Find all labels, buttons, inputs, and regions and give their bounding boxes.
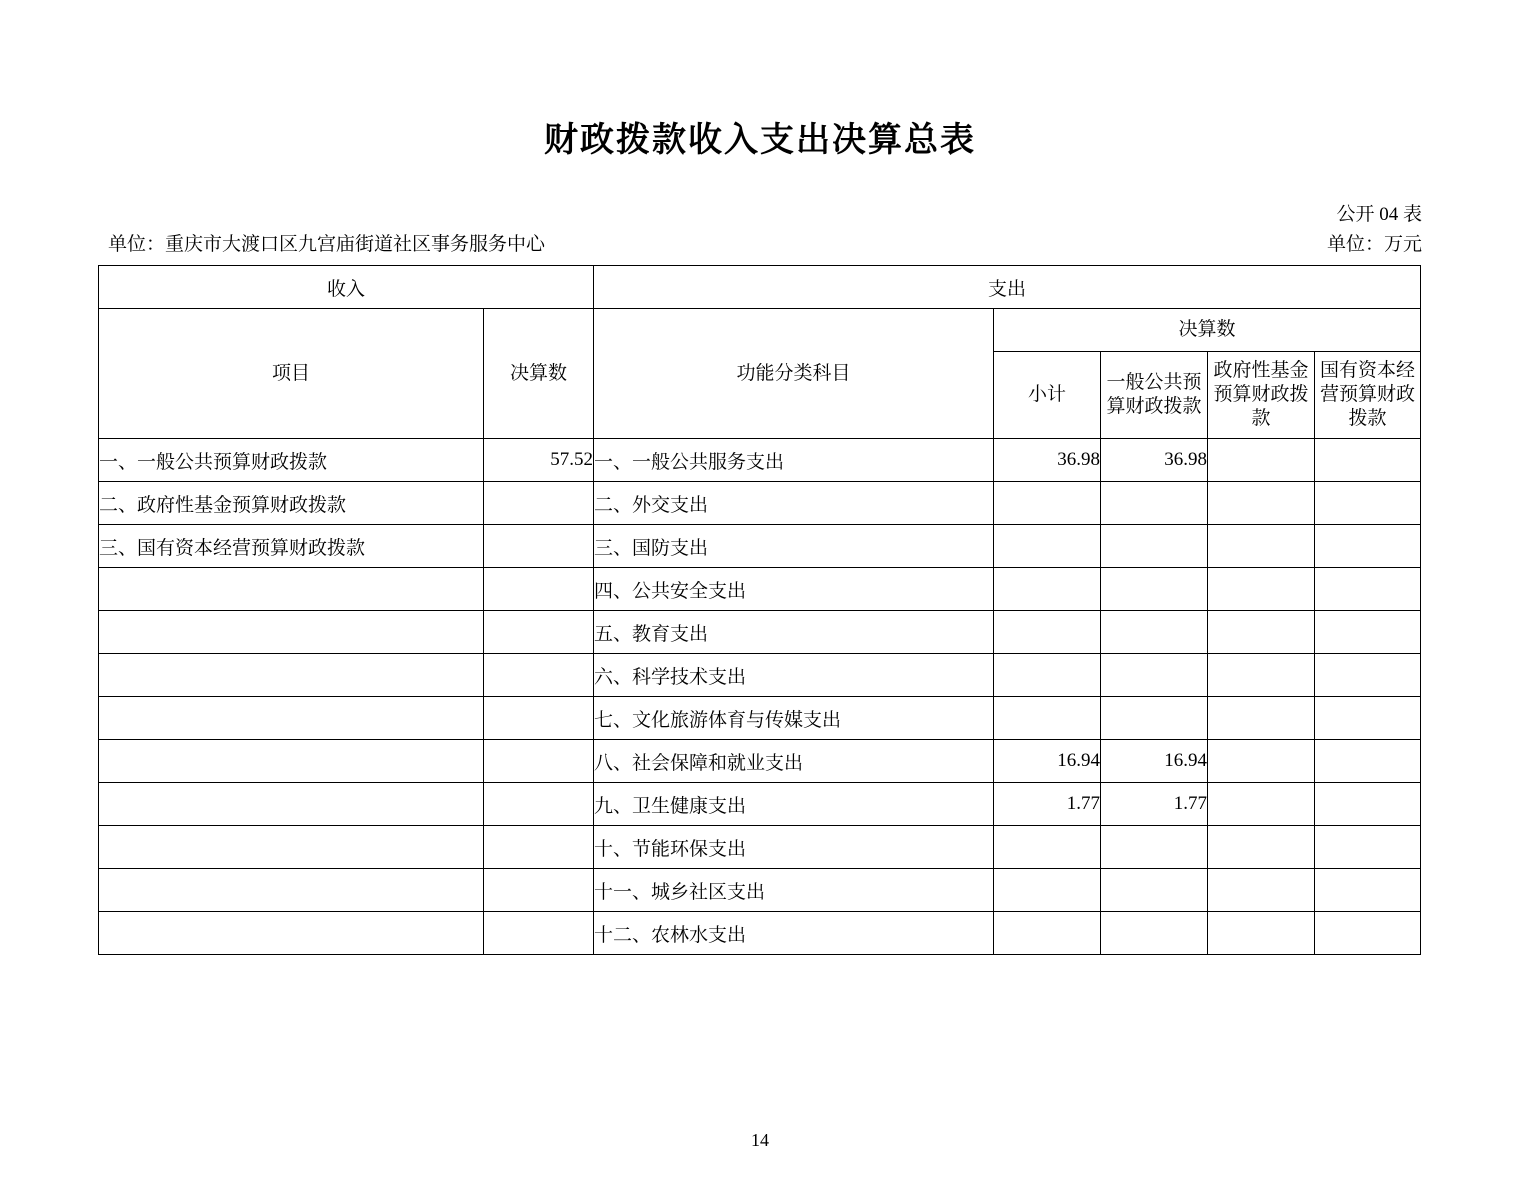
expenditure-subtotal-value: 36.98	[994, 439, 1101, 482]
expenditure-gov-fund-value	[1208, 525, 1315, 568]
income-item-label	[99, 869, 484, 912]
income-item-value	[484, 654, 594, 697]
table-row	[99, 783, 1421, 826]
expenditure-gov-fund-value	[1208, 697, 1315, 740]
expenditure-subtotal-value	[994, 525, 1101, 568]
expenditure-item-label: 十一、城乡社区支出	[594, 869, 994, 912]
expenditure-state-capital-value	[1315, 869, 1421, 912]
expenditure-subtotal-value: 1.77	[994, 783, 1101, 826]
table-row	[99, 697, 1421, 740]
expenditure-general-public-value	[1101, 525, 1208, 568]
expenditure-state-capital-value	[1315, 482, 1421, 525]
expenditure-state-capital-value	[1315, 826, 1421, 869]
table-row	[99, 568, 1421, 611]
expenditure-gov-fund-value	[1208, 568, 1315, 611]
form-number-label: 公开 04 表	[1336, 204, 1422, 225]
expenditure-item-label: 五、教育支出	[594, 611, 994, 654]
table-row	[99, 869, 1421, 912]
income-item-label	[99, 740, 484, 783]
amount-unit-label: 单位：万元	[1326, 234, 1422, 255]
expenditure-general-public-value	[1101, 869, 1208, 912]
table-column-header-row-1	[99, 309, 1421, 352]
group-header-income: 收入	[99, 266, 594, 309]
expenditure-general-public-value	[1101, 611, 1208, 654]
expenditure-state-capital-value	[1315, 912, 1421, 955]
expenditure-general-public-value: 16.94	[1101, 740, 1208, 783]
income-item-label: 一、一般公共预算财政拨款	[99, 439, 484, 482]
expenditure-item-label: 二、外交支出	[594, 482, 994, 525]
expenditure-gov-fund-value	[1208, 740, 1315, 783]
expenditure-item-label: 八、社会保障和就业支出	[594, 740, 994, 783]
expenditure-gov-fund-value	[1208, 482, 1315, 525]
income-item-value	[484, 826, 594, 869]
income-item-value	[484, 783, 594, 826]
expenditure-state-capital-value	[1315, 654, 1421, 697]
expenditure-state-capital-value	[1315, 525, 1421, 568]
table-row	[99, 912, 1421, 955]
expenditure-gov-fund-value	[1208, 912, 1315, 955]
column-header-gov-fund: 政府性基金预算财政拨款	[1208, 352, 1315, 439]
unit-name-label: 单位：重庆市大渡口区九宫庙街道社区事务服务中心	[108, 234, 546, 255]
income-item-value	[484, 912, 594, 955]
expenditure-item-label: 七、文化旅游体育与传媒支出	[594, 697, 994, 740]
expenditure-general-public-value: 36.98	[1101, 439, 1208, 482]
column-header-income-final: 决算数	[484, 309, 594, 439]
table-row	[99, 482, 1421, 525]
expenditure-item-label: 三、国防支出	[594, 525, 994, 568]
column-header-state-capital: 国有资本经营预算财政拨款	[1315, 352, 1421, 439]
table-group-header-row	[99, 266, 1421, 309]
table-row	[99, 439, 1421, 482]
expenditure-general-public-value	[1101, 912, 1208, 955]
expenditure-subtotal-value	[994, 482, 1101, 525]
expenditure-subtotal-value	[994, 869, 1101, 912]
expenditure-subtotal-value: 16.94	[994, 740, 1101, 783]
expenditure-subtotal-value	[994, 611, 1101, 654]
income-item-label: 三、国有资本经营预算财政拨款	[99, 525, 484, 568]
expenditure-item-label: 一、一般公共服务支出	[594, 439, 994, 482]
expenditure-item-label: 九、卫生健康支出	[594, 783, 994, 826]
expenditure-general-public-value	[1101, 654, 1208, 697]
expenditure-subtotal-value	[994, 697, 1101, 740]
column-header-general-public: 一般公共预算财政拨款	[1101, 352, 1208, 439]
page-title: 财政拨款收入支出决算总表	[544, 121, 976, 159]
document-page	[0, 112, 1520, 1187]
expenditure-subtotal-value	[994, 654, 1101, 697]
income-item-label	[99, 697, 484, 740]
expenditure-state-capital-value	[1315, 611, 1421, 654]
expenditure-subtotal-value	[994, 912, 1101, 955]
income-item-value	[484, 611, 594, 654]
expenditure-gov-fund-value	[1208, 783, 1315, 826]
expenditure-gov-fund-value	[1208, 869, 1315, 912]
expenditure-general-public-value	[1101, 697, 1208, 740]
document-meta	[0, 205, 1520, 265]
income-item-value	[484, 525, 594, 568]
income-item-label	[99, 912, 484, 955]
income-item-label	[99, 568, 484, 611]
expenditure-item-label: 六、科学技术支出	[594, 654, 994, 697]
income-item-label	[99, 611, 484, 654]
page-number: 14	[751, 1130, 769, 1150]
expenditure-general-public-value: 1.77	[1101, 783, 1208, 826]
table-row	[99, 525, 1421, 568]
expenditure-state-capital-value	[1315, 697, 1421, 740]
income-item-label: 二、政府性基金预算财政拨款	[99, 482, 484, 525]
income-item-label	[99, 826, 484, 869]
column-header-income-item: 项目	[99, 309, 484, 439]
expenditure-general-public-value	[1101, 482, 1208, 525]
income-item-value	[484, 740, 594, 783]
income-item-label	[99, 654, 484, 697]
column-header-function-category: 功能分类科目	[594, 309, 994, 439]
table-row	[99, 740, 1421, 783]
income-item-value: 57.52	[484, 439, 594, 482]
group-header-expenditure: 支出	[594, 266, 1421, 309]
income-item-value	[484, 482, 594, 525]
expenditure-item-label: 四、公共安全支出	[594, 568, 994, 611]
expenditure-item-label: 十二、农林水支出	[594, 912, 994, 955]
income-item-value	[484, 869, 594, 912]
expenditure-general-public-value	[1101, 826, 1208, 869]
income-item-label	[99, 783, 484, 826]
expenditure-general-public-value	[1101, 568, 1208, 611]
expenditure-subtotal-value	[994, 826, 1101, 869]
expenditure-gov-fund-value	[1208, 654, 1315, 697]
expenditure-state-capital-value	[1315, 740, 1421, 783]
income-item-value	[484, 568, 594, 611]
column-header-subtotal: 小计	[994, 352, 1101, 439]
financial-table	[98, 265, 1421, 955]
table-row	[99, 611, 1421, 654]
expenditure-state-capital-value	[1315, 783, 1421, 826]
column-header-expenditure-final-group: 决算数	[994, 309, 1421, 352]
expenditure-gov-fund-value	[1208, 611, 1315, 654]
table-row	[99, 654, 1421, 697]
expenditure-item-label: 十、节能环保支出	[594, 826, 994, 869]
expenditure-gov-fund-value	[1208, 439, 1315, 482]
expenditure-gov-fund-value	[1208, 826, 1315, 869]
income-item-value	[484, 697, 594, 740]
expenditure-subtotal-value	[994, 568, 1101, 611]
expenditure-state-capital-value	[1315, 568, 1421, 611]
expenditure-state-capital-value	[1315, 439, 1421, 482]
table-row	[99, 826, 1421, 869]
